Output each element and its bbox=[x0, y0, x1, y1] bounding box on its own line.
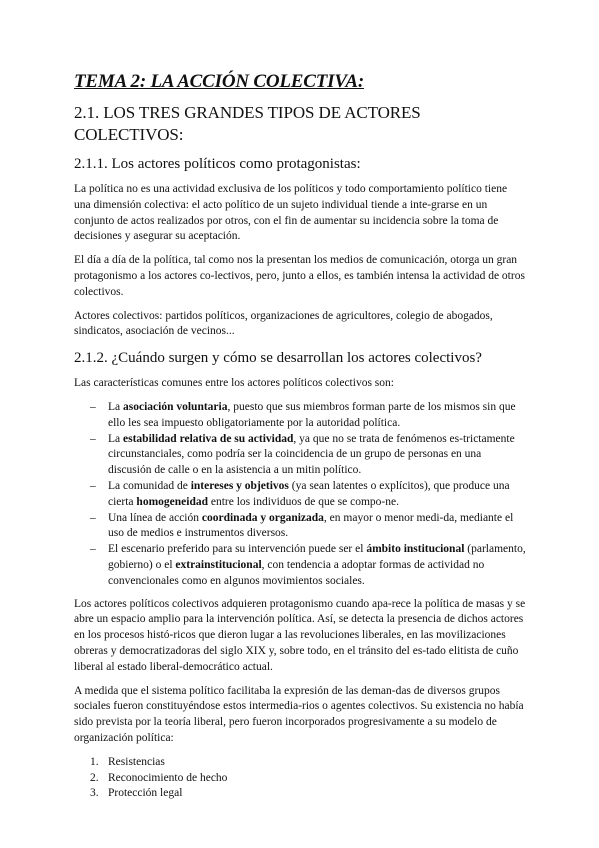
dash-bullet: – bbox=[90, 543, 96, 556]
paragraph: Actores colectivos: partidos políticos, organizaciones de agricultores, colegio de abogados, sindicatos, asociación de vecinos... bbox=[74, 309, 493, 338]
dash-bullet: – bbox=[90, 400, 96, 413]
list-item: – La comunidad de intereses y objetivos (ya sean latentes o explícitos), que produce una cierta homogeneidad entre los individuos de que se compo-ne. bbox=[90, 479, 510, 508]
paragraph: A medida que el sistema político facilitaba la expresión de las deman-das de diversos grupos sociales fueron constituyéndose estos intermedia-rios o agentes colectivos. Su existencia no había sido prevista por la teoría liberal, pero fueron incorporados progresivamente a su modelo de organización política: bbox=[74, 684, 524, 744]
list-item: – Una línea de acción coordinada y organizada, en mayor o menor medi-da, mediante el uso de medios e instrumentos diversos. bbox=[90, 511, 514, 540]
characteristics-list bbox=[74, 400, 526, 590]
list-item: – La estabilidad relativa de su actividad, ya que no se trata de fenómenos es-trictamente circunstanciales, como podría ser la coincidencia de un grupo de personas en una discusión de calle o en la asistencia a un mitin político. bbox=[90, 432, 515, 477]
list-item: 2. Reconocimiento de hecho bbox=[90, 771, 228, 784]
document-page bbox=[74, 70, 526, 802]
dash-bullet: – bbox=[90, 479, 96, 492]
list-item: 1. Resistencias bbox=[90, 755, 165, 768]
document-title: TEMA 2: LA ACCIÓN COLECTIVA: bbox=[74, 71, 365, 92]
paragraph: El día a día de la política, tal como nos la presentan los medios de comunicación, otorga un gran protagonismo a los actores co-lectivos, pero, junto a ellos, es también intensa la actividad de otros colectivos. bbox=[74, 254, 525, 298]
paragraph: La política no es una actividad exclusiva de los políticos y todo comportamiento político tiene una dimensión colectiva: el acto político de un sujeto individual tiende a inte-grarse en un conjunto de actos realizados por otros, con el fin de aumentar su incidencia sobre la toma de decisiones y asegurar su aceptación. bbox=[74, 183, 508, 243]
subsection-heading: 2.1.1. Los actores políticos como protagonistas: bbox=[74, 156, 361, 172]
paragraph: Los actores políticos colectivos adquieren protagonismo cuando apa-rece la política de masas y se abre un espacio amplio para la intervención política. Así, se detecta la presencia de dichos actores en los procesos histó-ricos que dieron lugar a las revoluciones liberales, en las movilizaciones obreras y democratizadoras del siglo XIX y, sobre todo, en el tránsito del es-tado elitista de cuño liberal al estado liberal-democrático actual. bbox=[74, 597, 526, 673]
numbered-list bbox=[74, 755, 526, 802]
list-item: 3. Protección legal bbox=[90, 787, 183, 800]
dash-bullet: – bbox=[90, 432, 96, 445]
section-heading: 2.1. LOS TRES GRANDES TIPOS DE ACTORES COLECTIVOS: bbox=[74, 103, 421, 144]
list-item: – El escenario preferido para su intervención puede ser el ámbito institucional (parlamento, gobierno) o el extrainstitucional, con tendencia a adoptar formas de actividad no convencionales como en algunos movimientos sociales. bbox=[90, 543, 526, 587]
dash-bullet: – bbox=[90, 511, 96, 524]
list-item: – La asociación voluntaria, puesto que sus miembros forman parte de los mismos sin que ello les sea impuesto obligatoriamente por la autoridad política. bbox=[90, 400, 516, 429]
paragraph: Las características comunes entre los actores políticos colectivos son: bbox=[74, 377, 394, 390]
subsection-heading: 2.1.2. ¿Cuándo surgen y cómo se desarrollan los actores colectivos? bbox=[74, 350, 482, 367]
